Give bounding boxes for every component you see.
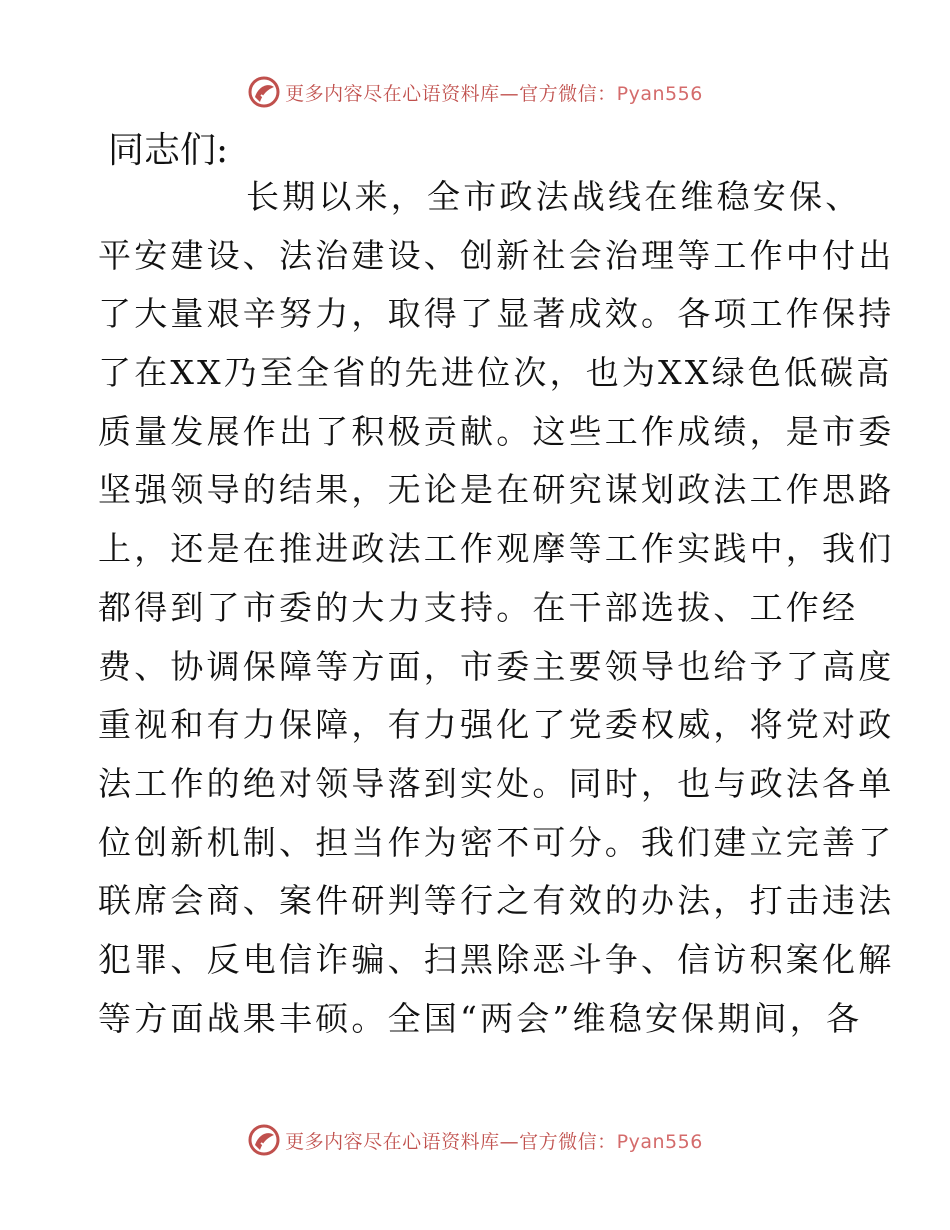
body-line: 犯罪、反电信诈骗、扫黑除恶斗争、信访积案化解 <box>98 939 895 979</box>
body-line: 费、协调保障等方面，市委主要领导也给予了高度 <box>98 646 895 686</box>
body-line: 质量发展作出了积极贡献。这些工作成绩，是市委 <box>98 411 895 451</box>
body-line: 联席会商、案件研判等行之有效的办法，打击违法 <box>98 881 895 921</box>
footer-banner-label: 更多内容尽在心语资料库—官方微信： <box>285 1130 617 1153</box>
body-line: 了大量艰辛努力，取得了显著成效。各项工作保持 <box>98 294 895 334</box>
body-line: 等方面战果丰硕。全国“两会”维稳安保期间，各 <box>98 998 863 1038</box>
salutation: 同志们: <box>108 130 229 171</box>
header-banner-text <box>285 79 703 106</box>
body-line: 长期以来，全市政法战线在维稳安保、 <box>246 177 862 216</box>
footer-banner-text <box>285 1127 703 1154</box>
body-line: 平安建设、法治建设、创新社会治理等工作中付出 <box>98 235 895 275</box>
body-line: 都得到了市委的大力支持。在干部选拔、工作经 <box>98 587 859 627</box>
body-line: 上，还是在推进政法工作观摩等工作实践中，我们 <box>98 529 895 569</box>
header-banner <box>0 72 950 112</box>
document-body <box>98 168 895 1048</box>
body-line: 位创新机制、担当作为密不可分。我们建立完善了 <box>98 822 895 862</box>
body-line: 法工作的绝对领导落到实处。同时，也与政法各单 <box>98 763 895 803</box>
body-line: 了在XX乃至全省的先进位次，也为XX绿色低碳高 <box>98 353 893 393</box>
header-banner-wechat-id: Pyan556 <box>616 82 703 105</box>
body-line: 坚强领导的结果，无论是在研究谋划政法工作思路 <box>98 470 895 510</box>
ribbon-logo-icon <box>247 1123 281 1157</box>
body-line: 重视和有力保障，有力强化了党委权威，将党对政 <box>98 705 895 745</box>
ribbon-logo-icon <box>247 75 281 109</box>
footer-banner-wechat-id: Pyan556 <box>616 1130 703 1153</box>
header-banner-label: 更多内容尽在心语资料库—官方微信： <box>285 82 617 105</box>
footer-banner <box>0 1120 950 1160</box>
